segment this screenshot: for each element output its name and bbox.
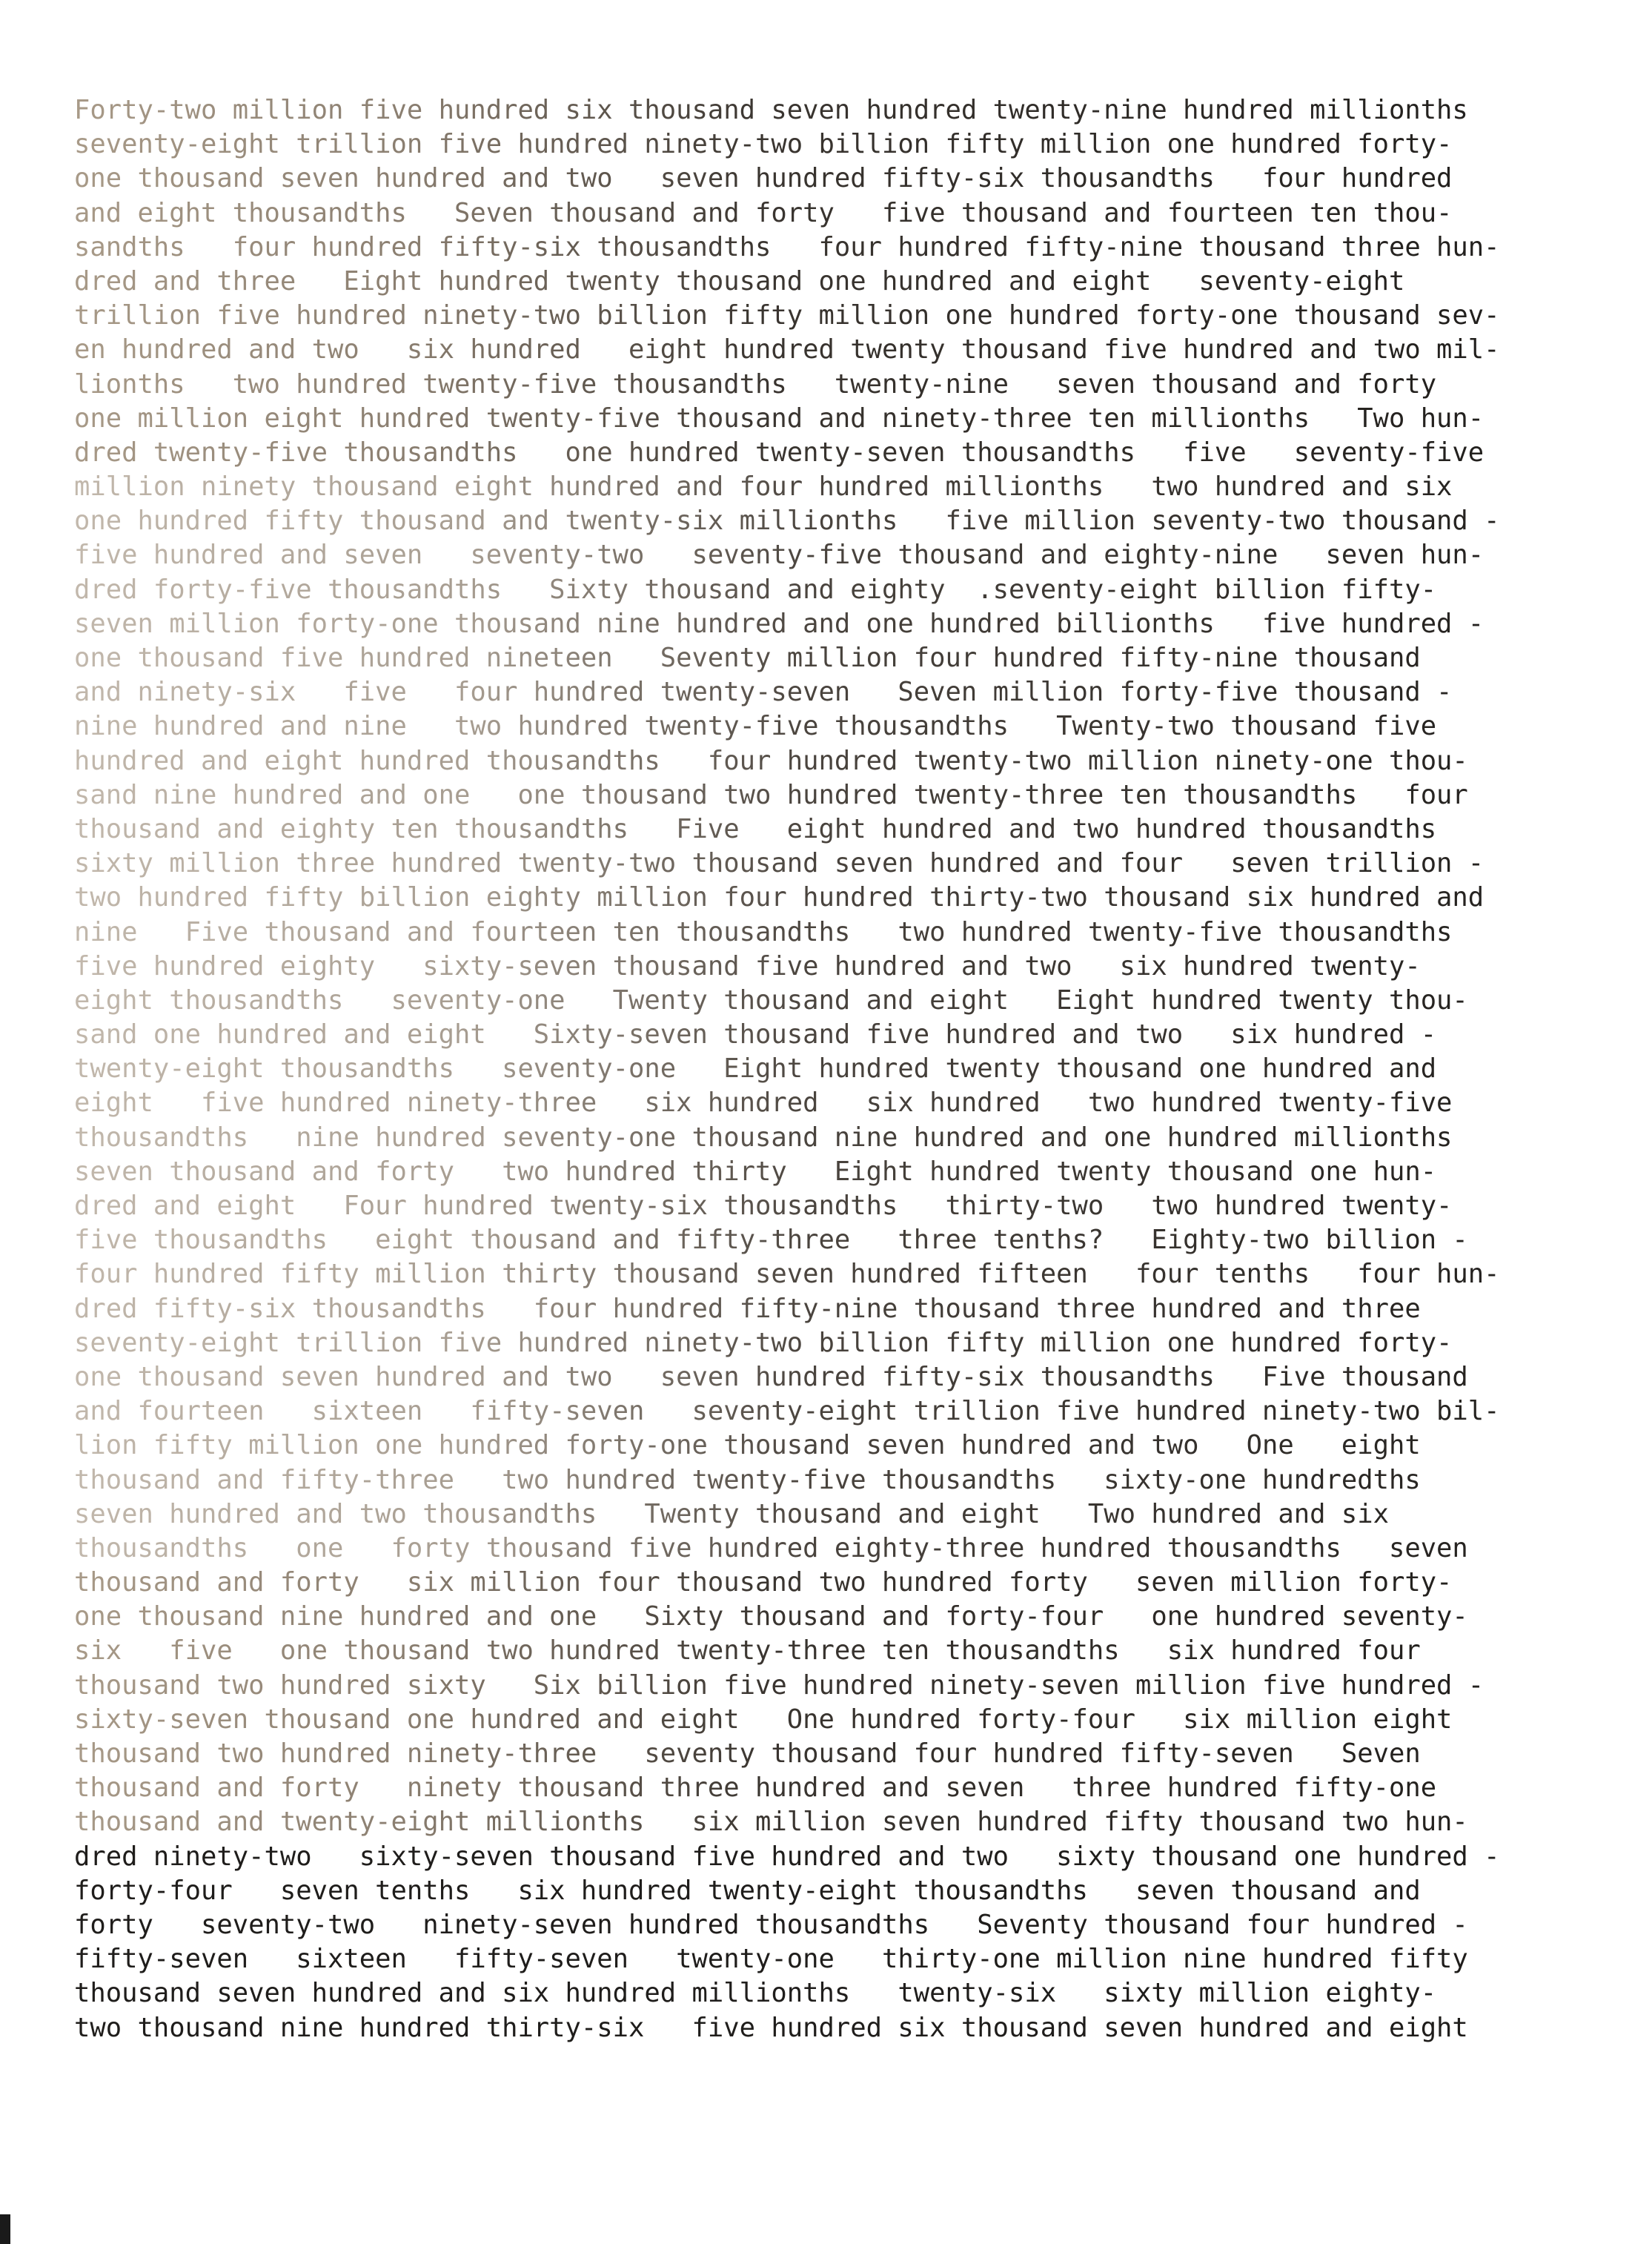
text-line-22: thousand and eighty ten thousandths Five eight hundred and two hundred thousandths <box>74 812 1601 847</box>
text-line-43: thousandths one forty thousand five hundred eighty-three hundred thousandths seven <box>74 1532 1601 1566</box>
text-line-54: forty seventy-two ninety-seven hundred thousandths Seventy thousand four hundred - <box>74 1909 1468 1940</box>
text-line-8: en hundred and two six hundred eight hundred twenty thousand five hundred and two mil- <box>74 333 1601 367</box>
text-line-10: one million eight hundred twenty-five thousand and ninety-three ten millionths Two hun- <box>74 402 1601 436</box>
text-line-51: thousand and twenty-eight millionths six million seven hundred fifty thousand two hun- <box>74 1805 1601 1839</box>
text-line-7: trillion five hundred ninety-two billion fifty million one hundred forty-one thousand sev- <box>74 299 1601 333</box>
text-line-32: seven thousand and forty two hundred thirty Eight hundred twenty thousand one hun- <box>74 1155 1601 1189</box>
text-line-9: lionths two hundred twenty-five thousandths twenty-nine seven thousand and forty <box>74 368 1601 402</box>
text-line-41: thousand and fifty-three two hundred twenty-five thousandths sixty-one hundredths <box>74 1463 1601 1497</box>
text-line-57: two thousand nine hundred thirty-six five hundred six thousand seven hundred and eight <box>74 2012 1468 2043</box>
text-line-45: one thousand nine hundred and one Sixty thousand and forty-four one hundred seventy- <box>74 1600 1601 1634</box>
text-line-36: dred fifty-six thousandths four hundred fifty-nine thousand three hundred and three <box>74 1292 1601 1326</box>
text-line-11: dred twenty-five thousandths one hundred twenty-seven thousandths five seventy-five <box>74 436 1601 470</box>
text-line-1: Forty-two million five hundred six thousand seven hundred twenty-nine hundred millionths <box>74 93 1601 128</box>
text-line-56: thousand seven hundred and six hundred millionths twenty-six sixty million eighty- <box>74 1978 1437 2009</box>
text-line-26: five hundred eighty sixty-seven thousand five hundred and two six hundred twenty- <box>74 950 1601 984</box>
text-line-30: eight five hundred ninety-three six hundred six hundred two hundred twenty-five <box>74 1086 1601 1120</box>
text-line-46: six five one thousand two hundred twenty-three ten thousandths six hundred four <box>74 1634 1601 1668</box>
text-line-48: sixty-seven thousand one hundred and eight One hundred forty-four six million eight <box>74 1703 1601 1737</box>
text-line-55: fifty-seven sixteen fifty-seven twenty-one thirty-one million nine hundred fifty <box>74 1944 1468 1975</box>
text-line-14: five hundred and seven seventy-two seventy-five thousand and eighty-nine seven hun- <box>74 538 1601 572</box>
text-line-4: and eight thousandths Seven thousand and forty five thousand and fourteen ten thou- <box>74 196 1601 231</box>
text-line-49: thousand two hundred ninety-three seventy thousand four hundred fifty-seven Seven <box>74 1737 1601 1771</box>
text-line-23: sixty million three hundred twenty-two thousand seven hundred and four seven trillion - <box>74 847 1601 881</box>
text-line-35: four hundred fifty million thirty thousand seven hundred fifteen four tenths four hun- <box>74 1257 1601 1291</box>
text-line-31: thousandths nine hundred seventy-one thousand nine hundred and one hundred millionths <box>74 1121 1601 1155</box>
text-line-29: twenty-eight thousandths seventy-one Eight hundred twenty thousand one hundred and <box>74 1052 1601 1086</box>
page-corner-shadow <box>0 2214 10 2244</box>
text-line-42: seven hundred and two thousandths Twenty thousand and eight Two hundred and six <box>74 1497 1601 1532</box>
text-line-16: seven million forty-one thousand nine hundred and one hundred billionths five hundred - <box>74 607 1601 641</box>
text-line-27: eight thousandths seventy-one Twenty thousand and eight Eight hundred twenty thou- <box>74 984 1601 1018</box>
text-line-38: one thousand seven hundred and two seven hundred fifty-six thousandths Five thousand <box>74 1360 1601 1394</box>
text-line-37: seventy-eight trillion five hundred ninety-two billion fifty million one hundred forty- <box>74 1326 1601 1360</box>
text-line-40: lion fifty million one hundred forty-one thousand seven hundred and two One eight <box>74 1429 1601 1463</box>
text-line-47: thousand two hundred sixty Six billion five hundred ninety-seven million five hundred - <box>74 1669 1601 1703</box>
text-line-15: dred forty-five thousandths Sixty thousand and eighty .seventy-eight billion fifty- <box>74 573 1601 607</box>
text-line-39: and fourteen sixteen fifty-seven seventy-eight trillion five hundred ninety-two bil- <box>74 1394 1601 1429</box>
text-line-33: dred and eight Four hundred twenty-six thousandths thirty-two two hundred twenty- <box>74 1189 1601 1223</box>
text-line-20: hundred and eight hundred thousandths four hundred twenty-two million ninety-one thou- <box>74 744 1601 778</box>
text-line-17: one thousand five hundred nineteen Seventy million four hundred fifty-nine thousand <box>74 641 1601 675</box>
text-line-19: nine hundred and nine two hundred twenty-five thousandths Twenty-two thousand five <box>74 709 1601 744</box>
text-line-53: forty-four seven tenths six hundred twenty-eight thousandths seven thousand and <box>74 1875 1421 1906</box>
text-line-18: and ninety-six five four hundred twenty-seven Seven million forty-five thousand - <box>74 675 1601 709</box>
text-line-3: one thousand seven hundred and two seven hundred fifty-six thousandths four hundred <box>74 162 1601 196</box>
text-line-28: sand one hundred and eight Sixty-seven thousand five hundred and two six hundred - <box>74 1018 1601 1052</box>
text-line-12: million ninety thousand eight hundred and four hundred millionths two hundred and six <box>74 470 1601 504</box>
text-line-44: thousand and forty six million four thousand two hundred forty seven million forty- <box>74 1566 1601 1600</box>
text-line-13: one hundred fifty thousand and twenty-six millionths five million seventy-two thousand - <box>74 504 1601 538</box>
text-line-2: seventy-eight trillion five hundred ninety-two billion fifty million one hundred forty- <box>74 128 1601 162</box>
text-line-50: thousand and forty ninety thousand three hundred and seven three hundred fifty-one <box>74 1771 1601 1805</box>
text-line-5: sandths four hundred fifty-six thousandths four hundred fifty-nine thousand three hun- <box>74 231 1601 265</box>
text-line-24: two hundred fifty billion eighty million four hundred thirty-two thousand six hundred and <box>74 881 1601 915</box>
text-line-25: nine Five thousand and fourteen ten thousandths two hundred twenty-five thousandths <box>74 916 1601 950</box>
number-words-text <box>74 93 1601 2045</box>
text-line-6: dred and three Eight hundred twenty thousand one hundred and eight seventy-eight <box>74 265 1601 299</box>
text-line-34: five thousandths eight thousand and fifty-three three tenths? Eighty-two billion - <box>74 1223 1601 1257</box>
text-line-21: sand nine hundred and one one thousand two hundred twenty-three ten thousandths four <box>74 778 1601 812</box>
text-line-52: dred ninety-two sixty-seven thousand five hundred and two sixty thousand one hundred - <box>74 1841 1500 1872</box>
